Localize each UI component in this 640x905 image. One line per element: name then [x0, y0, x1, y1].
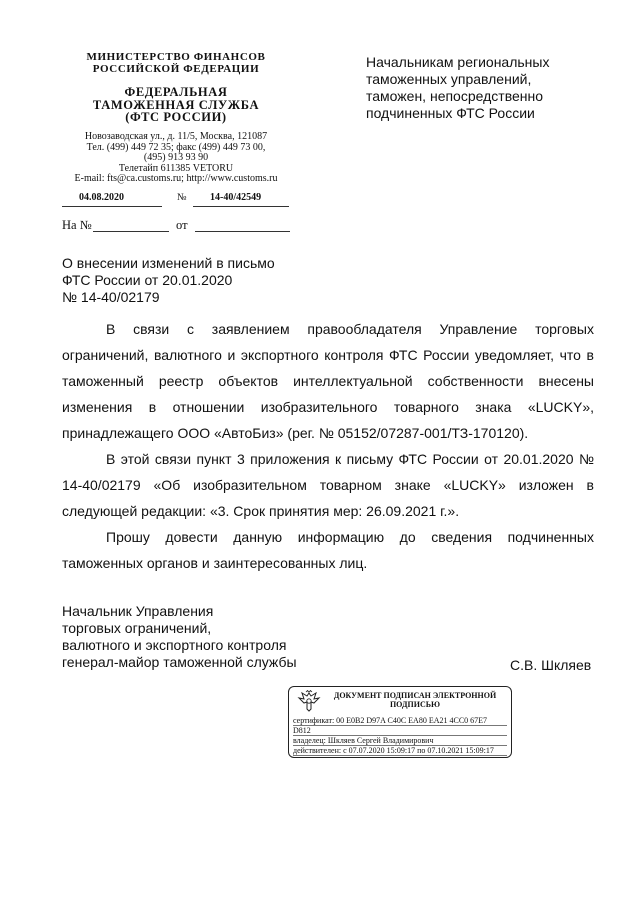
- contacts-teletype: Телетайп 611385 VETORU: [118, 162, 234, 174]
- body-paragraph-2-block: [62, 446, 594, 524]
- letter-subject: [62, 255, 322, 306]
- ministry-name: [60, 52, 292, 75]
- number-underline: [193, 206, 289, 207]
- subject-line-2: ФТС России от 20.01.2020: [62, 272, 233, 288]
- reply-number-underline: [93, 231, 169, 232]
- ministry-line-2: РОССИЙСКОЙ ФЕДЕРАЦИИ: [92, 62, 260, 75]
- subject-line-3: № 14-40/02179: [62, 289, 160, 305]
- addressee-line-1: Начальникам региональных: [366, 54, 550, 70]
- service-line-3: (ФТС РОССИИ): [125, 110, 227, 124]
- body-paragraph-1: В связи с заявлением правообладателя Управление торговых ограничений, валютного и экспортного контроля ФТС России уведомляет, что в таможенный реестр объектов интеллектуальной собственности внесены изменения в отношении изобразительного товарного знака «LUCKY», принадлежащего ООО «АвтоБиз» (рег. № 05152/07287-001/ТЗ-170120).: [62, 321, 594, 441]
- letter-number-label: №: [177, 192, 187, 203]
- signatory-position: [62, 603, 342, 671]
- position-line-1: Начальник Управления: [62, 603, 214, 619]
- reply-date-underline: [195, 231, 290, 232]
- addressee-line-2: таможенных управлений,: [366, 71, 532, 87]
- body-paragraph-3: Прошу довести данную информацию до сведения подчиненных таможенных органов и заинтересованных лиц.: [62, 529, 594, 571]
- ministry-line-1: МИНИСТЕРСТВО ФИНАНСОВ: [86, 51, 266, 63]
- signatory-name: С.В. Шкляев: [510, 657, 592, 673]
- stamp-validity: действителен: с 07.07.2020 15:09:17 по 07.10.2021 15:09:17: [293, 746, 507, 756]
- addressee-line-4: подчиненных ФТС России: [366, 105, 535, 121]
- contacts-address: Новозаводская ул., д. 11/5, Москва, 121087: [84, 131, 268, 142]
- contacts-phone-2: (495) 913 93 90: [143, 152, 209, 163]
- stamp-details: [293, 716, 507, 756]
- contacts-email: E-mail: fts@ca.customs.ru; http://www.customs.ru: [74, 173, 278, 184]
- position-line-3: валютного и экспортного контроля: [62, 637, 287, 653]
- contacts-phone: Тел. (499) 449 72 35; факс (499) 449 73 00,: [86, 141, 266, 153]
- electronic-signature-stamp: [288, 686, 512, 758]
- body-paragraph-2: В этой связи пункт 3 приложения к письму ФТС России от 20.01.2020 № 14-40/02179 «Об изобразительном товарном знаке «LUCKY» изложен в следующей редакции: «3. Срок принятия мер: 26.09.2021 г.».: [62, 451, 594, 519]
- stamp-certificate: сертификат: 00 E0B2 D97A C40C EA80 EA21 4CC0 67E7: [293, 716, 507, 726]
- stamp-certificate-cont: D812: [293, 726, 507, 736]
- stamp-owner: владелец: Шкляев Сергей Владимирович: [293, 736, 507, 746]
- addressee-line-3: таможен, непосредственно: [366, 88, 544, 104]
- reply-to-label: На №: [62, 218, 92, 232]
- position-line-2: торговых ограничений,: [62, 620, 212, 636]
- stamp-title: [325, 691, 505, 709]
- service-line-2: ТАМОЖЕННАЯ СЛУЖБА: [92, 97, 260, 112]
- service-line-1: ФЕДЕРАЛЬНАЯ: [124, 85, 228, 99]
- addressee-block: [366, 54, 606, 122]
- body-paragraph-1-block: [62, 316, 594, 446]
- stamp-title-line-2: ПОДПИСЬЮ: [389, 700, 441, 709]
- subject-line-1: О внесении изменений в письмо: [62, 255, 275, 271]
- reply-date-label: от: [176, 218, 188, 232]
- eagle-emblem-icon: [297, 690, 321, 712]
- date-underline: [62, 206, 162, 207]
- position-line-4: генерал-майор таможенной службы: [62, 654, 297, 670]
- stamp-title-line-1: ДОКУМЕНТ ПОДПИСАН ЭЛЕКТРОННОЙ: [333, 691, 497, 700]
- body-paragraph-3-block: [62, 524, 594, 576]
- letter-number: 14-40/42549: [210, 192, 262, 203]
- contacts-block: [56, 132, 296, 185]
- letter-date: 04.08.2020: [79, 192, 124, 203]
- service-name: [60, 86, 292, 124]
